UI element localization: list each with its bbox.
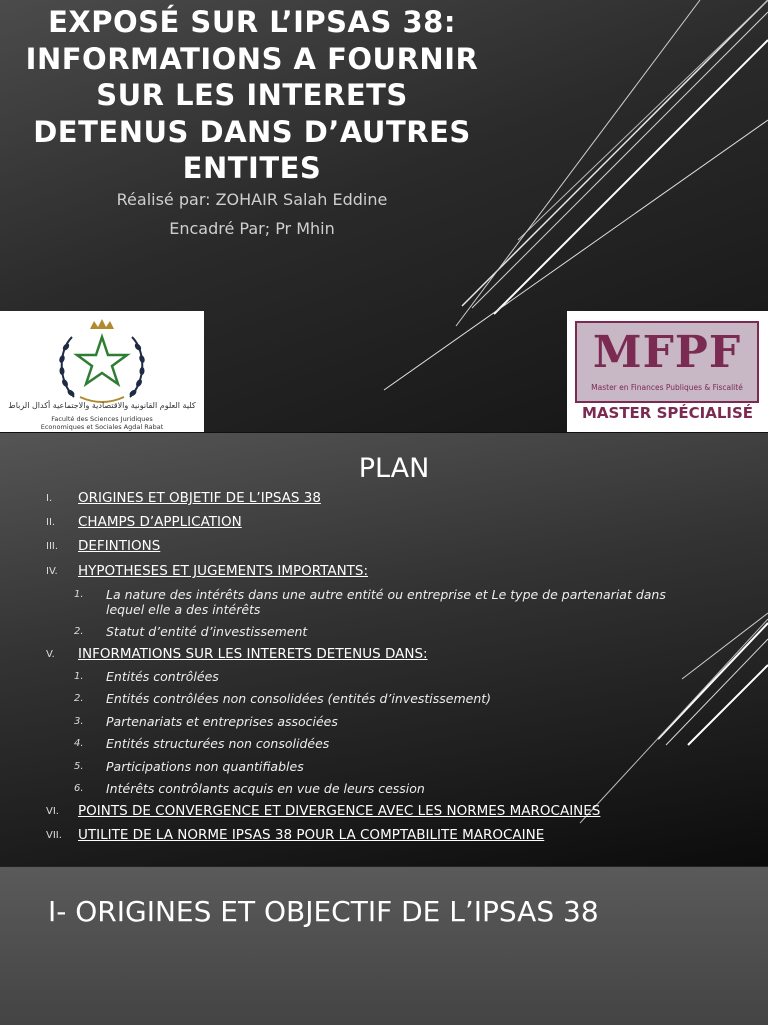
plan-item-number: III. xyxy=(46,541,59,552)
plan-item-link[interactable]: CHAMPS D’APPLICATION xyxy=(78,514,242,530)
plan-subitem-text: Partenariats et entreprises associées xyxy=(106,714,338,729)
plan-subitem-number: 1. xyxy=(74,589,84,600)
faculty-name-line: Faculté des Sciences Juridiques xyxy=(51,415,153,423)
title-line: EXPOSÉ SUR L’IPSAS 38: xyxy=(48,5,456,39)
plan-item-link[interactable]: HYPOTHESES ET JUGEMENTS IMPORTANTS: xyxy=(78,563,369,579)
plan-subitem-text: Entités contrôlées non consolidées (entités d’investissement) xyxy=(106,691,492,706)
emblem-icon xyxy=(0,311,204,432)
plan-item-link[interactable]: POINTS DE CONVERGENCE ET DIVERGENCE AVEC LES NORMES MAROCAINES xyxy=(78,803,601,819)
plan-subitem-number: 1. xyxy=(74,671,84,682)
mfpf-badge xyxy=(575,321,759,403)
title-line: SUR LES INTERETS xyxy=(96,78,408,112)
plan-subitem-number: 2. xyxy=(74,693,84,704)
plan-item-link[interactable]: ORIGINES ET OBJETIF DE L’IPSAS 38 xyxy=(78,490,321,506)
plan-item-number: V. xyxy=(46,649,55,660)
section-title: I- ORIGINES ET OBJECTIF DE L’IPSAS 38 xyxy=(48,895,599,928)
faculty-arabic-name: كلية العلوم القانونية والاقتصادية والاجتماعية أكدال الرباط xyxy=(8,401,196,410)
title-slide xyxy=(0,0,768,432)
plan-subitem-text: Participations non quantifiables xyxy=(106,759,304,774)
mfpf-wordmark: MFPF xyxy=(592,327,742,378)
mfpf-logo xyxy=(567,311,768,432)
title-line: ENTITES xyxy=(182,151,322,185)
plan-item-number: IV. xyxy=(46,566,58,577)
section-slide xyxy=(0,866,768,1025)
faculty-logo xyxy=(0,311,204,432)
plan-title: PLAN xyxy=(358,453,430,484)
plan-subitem-text: Entités contrôlées xyxy=(106,669,219,684)
plan-subitem-number: 3. xyxy=(74,716,84,727)
plan-item-link[interactable]: DEFINTIONS xyxy=(78,538,161,554)
plan-item-link[interactable]: INFORMATIONS SUR LES INTERETS DETENUS DANS: xyxy=(78,646,428,662)
plan-subitem-text: Entités structurées non consolidées xyxy=(106,736,330,751)
plan-slide xyxy=(0,433,768,866)
plan-item-number: II. xyxy=(46,517,56,528)
supervisor-line: Encadré Par; Pr Mhin xyxy=(169,219,335,238)
title-line: INFORMATIONS A FOURNIR xyxy=(25,41,479,76)
plan-subitem-number: 4. xyxy=(74,738,84,749)
plan-subitem-text: La nature des intérêts dans une autre entité ou entreprise et Le type de partenariat dans lequel elle a des intérêts xyxy=(106,587,666,617)
plan-subitem-number: 5. xyxy=(74,761,84,772)
plan-item-number: I. xyxy=(46,493,53,504)
plan-subitem-number: 6. xyxy=(74,783,84,794)
plan-item-number: VII. xyxy=(46,830,62,841)
presentation-title xyxy=(0,4,504,187)
author-line: Réalisé par: ZOHAIR Salah Eddine xyxy=(116,190,388,209)
faculty-name xyxy=(0,415,204,431)
plan-subitem-text: Statut d’entité d’investissement xyxy=(106,624,308,639)
faculty-name-line: Economiques et Sociales Agdal Rabat xyxy=(40,423,164,431)
plan-item-number: VI. xyxy=(46,806,59,817)
title-line: DETENUS DANS D’AUTRES xyxy=(33,114,471,149)
plan-subitem-number: 2. xyxy=(74,626,84,637)
plan-subitem-text: Intérêts contrôlants acquis en vue de leurs cession xyxy=(106,781,425,796)
plan-item-link[interactable]: UTILITE DE LA NORME IPSAS 38 POUR LA COMPTABILITE MAROCAINE xyxy=(78,827,545,843)
mfpf-tagline: Master en Finances Publiques & Fiscalité xyxy=(591,383,743,392)
master-label: MASTER SPÉCIALISÉ xyxy=(581,404,754,422)
